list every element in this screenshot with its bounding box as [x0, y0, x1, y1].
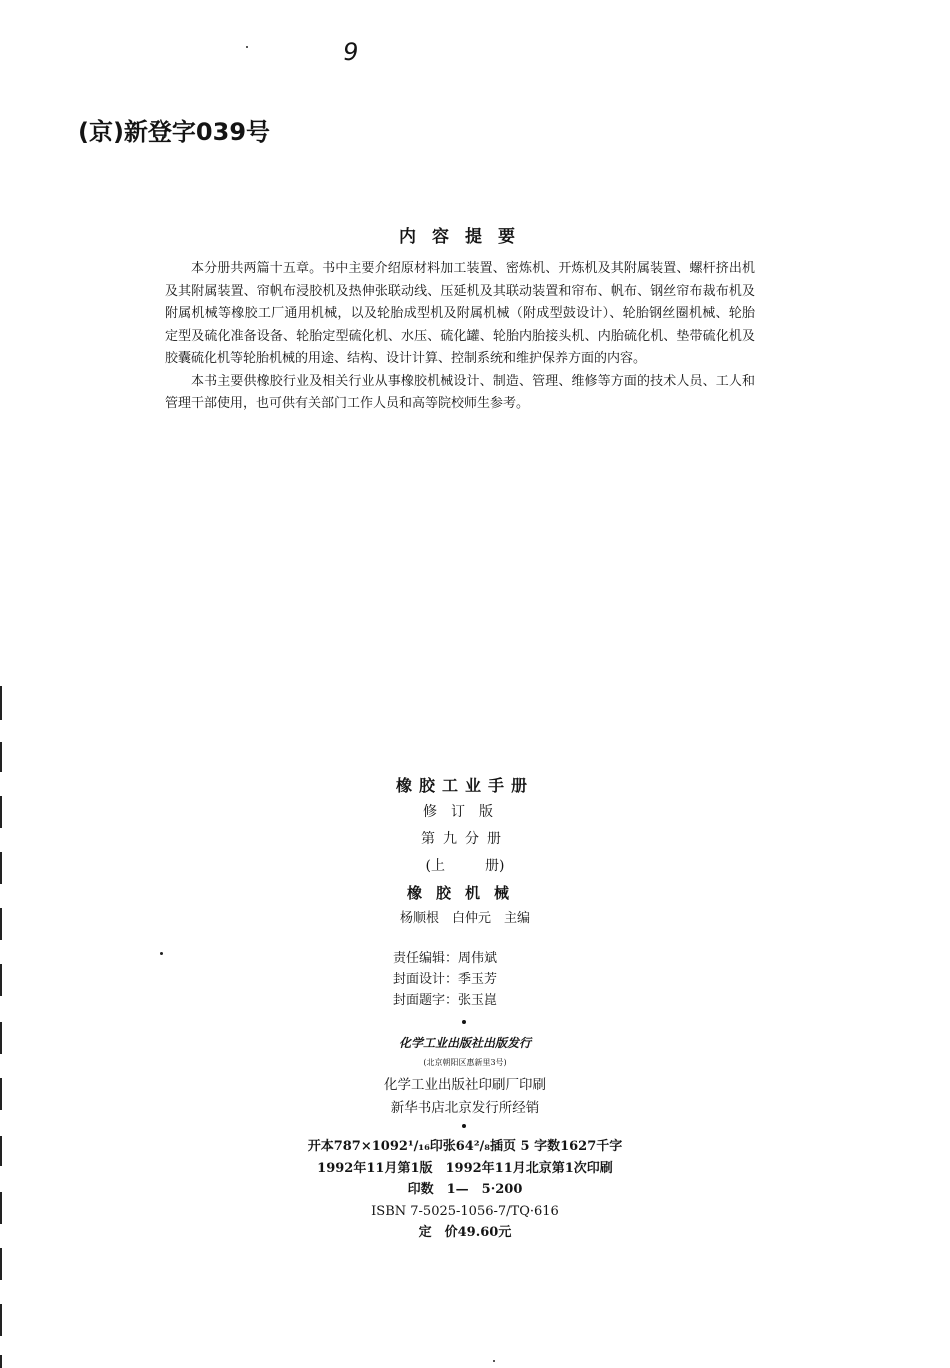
credit-cover-design: 封面设计：季玉芳: [393, 972, 498, 987]
credits-block: [393, 948, 497, 1011]
scan-speck: [493, 1360, 495, 1362]
scan-edge-mark: [0, 1078, 2, 1110]
specs-block: [150, 1136, 780, 1244]
spec-print-run: 印数 1— 5·200: [407, 1182, 523, 1197]
publisher-address: (北京朝阳区惠新里3号): [423, 1058, 507, 1067]
scan-edge-mark: [0, 742, 2, 772]
scan-edge-mark: [0, 686, 2, 720]
scan-edge-mark: [0, 1248, 2, 1280]
book-subtitle: 橡胶机械: [406, 884, 523, 902]
abstract-body: [165, 258, 755, 416]
title-block: [150, 772, 780, 939]
distributor-line: 新华书店北京发行所经销: [390, 1100, 540, 1116]
spec-format: 开本787×1092¹/₁₆印张64²/₈插页 5 字数1627千字: [307, 1139, 623, 1154]
book-title: 橡胶工业手册: [395, 776, 534, 795]
editors-line: 杨顺根 白仲元 主编: [399, 911, 530, 926]
part-close: 册): [485, 858, 505, 874]
separator-dot: [462, 1020, 466, 1024]
scan-edge-mark: [0, 796, 2, 828]
scan-edge-mark: [0, 964, 2, 996]
credit-cover-calligraphy: 封面题字：张玉崑: [393, 993, 498, 1008]
scan-edge-mark: [0, 1192, 2, 1224]
part-open: (上: [425, 858, 445, 874]
edition-label: 修订版: [423, 804, 507, 820]
scan-edge-mark: [0, 1304, 2, 1336]
page-number-mark: 9: [341, 38, 361, 66]
spec-isbn: ISBN 7-5025-1056-7/TQ·616: [371, 1203, 559, 1219]
abstract-paragraph: 本分册共两篇十五章。书中主要介绍原材料加工装置、密炼机、开炼机及其附属装置、螺杆挤出机及其附属装置、帘帆布浸胶机及热伸张联动线、压延机及其联动装置和帘布、帆布、钢丝帘布裁布机及附属机械等橡胶工厂通用机械，以及轮胎成型机及附属机械（附成型鼓设计）、轮胎钢丝圈机械、轮胎定型及硫化准备设备、轮胎定型硫化机、水压、硫化罐、轮胎内胎接头机、内胎硫化机、垫带硫化机及胶囊硫化机等轮胎机械的用途、结构、设计计算、控制系统和维护保养方面的内容。: [165, 261, 755, 366]
printer-line: 化学工业出版社印刷厂印刷: [384, 1077, 546, 1093]
spec-edition-date: 1992年11月第1版 1992年11月北京第1次印刷: [317, 1160, 613, 1176]
abstract-paragraph: 本书主要供橡胶行业及相关行业从事橡胶机械设计、制造、管理、维修等方面的技术人员、工人和管理干部使用，也可供有关部门工作人员和高等院校师生参考。: [165, 373, 755, 411]
scan-edge-mark: [0, 1022, 2, 1054]
scan-edge-mark: [0, 1355, 2, 1368]
scan-speck: [246, 46, 248, 48]
spec-price: 定 价49.60元: [418, 1225, 512, 1240]
registration-number: (京)新登字039号: [78, 118, 271, 146]
abstract-heading: 内容提要: [399, 227, 531, 247]
scan-speck: [160, 952, 163, 955]
scan-edge-mark: [0, 908, 2, 940]
volume-label: 第九分册: [421, 831, 509, 847]
scan-edge-mark: [0, 1136, 2, 1166]
publisher-line: 化学工业出版社出版发行: [398, 1036, 531, 1050]
separator-dot: [462, 1124, 466, 1128]
scan-edge-mark: [0, 852, 2, 884]
part-label: [150, 853, 780, 880]
credit-editor: 责任编辑：周伟斌: [393, 951, 498, 966]
